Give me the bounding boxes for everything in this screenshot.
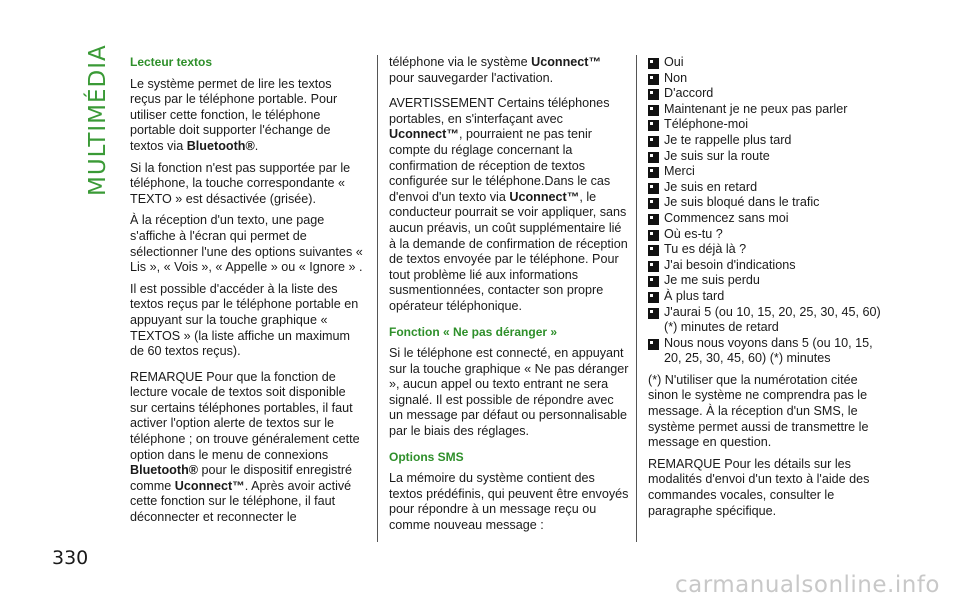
- paragraph: téléphone via le système Uconnect™ pour sauvegarder l'activation.: [389, 55, 602, 85]
- sms-option-item: [648, 211, 884, 227]
- paragraph: Si le téléphone est connecté, en appuyant sur la touche graphique « Ne pas déranger », aucun appel ou texto entrant ne sera signalé. Il est possible de répondre avec un message par défaut ou personnalisable par le biais des réglages.: [389, 346, 629, 439]
- sms-option-label: J'aurai 5 (ou 10, 15, 20, 25, 30, 45, 60) (*) minutes de retard: [664, 304, 881, 335]
- checkbox-icon: [648, 214, 659, 225]
- sms-option-item: [648, 227, 884, 243]
- sms-option-item: [648, 164, 884, 180]
- checkbox-icon: [648, 245, 659, 256]
- checkbox-icon: [648, 339, 659, 350]
- sms-option-label: Tu es déjà là ?: [664, 242, 747, 257]
- sms-option-label: Merci: [664, 164, 695, 179]
- checkbox-icon: [648, 136, 659, 147]
- checkbox-icon: [648, 261, 659, 272]
- checkbox-icon: [648, 198, 659, 209]
- sms-option-label: J'ai besoin d'indications: [664, 257, 796, 272]
- paragraph: Il est possible d'accéder à la liste des textos reçus par le téléphone portable en appuyant sur la touche graphique « TEXTOS » (la liste affiche un maximum de 60 textos reçus).: [130, 281, 359, 359]
- sms-option-item: [648, 336, 884, 367]
- paragraph: À la réception d'un texto, une page s'affiche à l'écran qui permet de sélectionner l'une des options suivantes « Lis », « Vois », « Appelle » ou « Ignore » .: [130, 213, 363, 275]
- warning-paragraph: AVERTISSEMENT Certains téléphones portables, en s'interfaçant avec Uconnect™, pourraient ne pas tenir compte du réglage concernant la confirmation de réception de textos configurée sur le téléphone.Dans le cas d'envoi d'un texto via Uconnect™, le conducteur pourrait se voir appliquer, sans aucun préavis, un coût supplémentaire lié à la demande de confirmation de réception de textos envoyée par le téléphone. Pour tout problème lié aux informations susmentionnées, contacter son propre opérateur téléphonique.: [389, 96, 628, 313]
- sms-option-label: D'accord: [664, 86, 714, 101]
- sms-option-item: [648, 102, 884, 118]
- checkbox-icon: [648, 105, 659, 116]
- column-2: [389, 55, 629, 540]
- sms-option-item: [648, 71, 884, 87]
- heading-lecteur-textos: Lecteur textos: [130, 55, 213, 69]
- checkbox-icon: [648, 120, 659, 131]
- sms-option-item: [648, 305, 884, 336]
- column-divider: [636, 55, 637, 542]
- sms-option-label: Je suis en retard: [664, 179, 758, 194]
- sms-option-item: [648, 149, 884, 165]
- sms-option-item: [648, 117, 884, 133]
- sms-option-item: [648, 86, 884, 102]
- sms-option-item: [648, 195, 884, 211]
- heading-ne-pas-deranger: Fonction « Ne pas déranger »: [389, 324, 558, 339]
- sms-option-item: [648, 133, 884, 149]
- sms-option-label: Téléphone-moi: [664, 117, 749, 132]
- checkbox-icon: [648, 152, 659, 163]
- sms-option-item: [648, 289, 884, 305]
- sms-option-label: Je me suis perdu: [664, 273, 760, 288]
- paragraph: Le système permet de lire les textos reçus par le téléphone portable. Pour utiliser cette fonction, le téléphone portable doit supporter l'échange de textos via Bluetooth®.: [130, 76, 338, 153]
- checkbox-icon: [648, 58, 659, 69]
- note-paragraph: (*) N'utiliser que la numérotation citée sinon le système ne comprendra pas le message. À la réception d'un SMS, le système permet aussi de transmettre le message en question.: [648, 372, 869, 450]
- sms-option-item: [648, 273, 884, 289]
- sms-option-label: Oui: [664, 55, 684, 69]
- checkbox-icon: [648, 74, 659, 85]
- paragraph: Si la fonction n'est pas supportée par le téléphone, la touche correspondante « TEXTO » est désactivée (grisée).: [130, 160, 351, 206]
- sms-option-label: À plus tard: [664, 288, 725, 303]
- column-1: [130, 55, 364, 532]
- page-number: 330: [52, 547, 89, 569]
- sms-option-label: Je suis bloqué dans le trafic: [664, 195, 820, 210]
- column-3: [648, 55, 884, 525]
- sms-option-label: Nous nous voyons dans 5 (ou 10, 15, 20, 25, 30, 45, 60) (*) minutes: [664, 335, 873, 366]
- sms-option-label: Où es-tu ?: [664, 226, 723, 241]
- section-title: MULTIMÉDIA: [85, 44, 111, 196]
- sms-options-list: [648, 55, 884, 367]
- checkbox-icon: [648, 276, 659, 287]
- checkbox-icon: [648, 230, 659, 241]
- sms-option-label: Je te rappelle plus tard: [664, 132, 792, 147]
- heading-options-sms: Options SMS: [389, 449, 464, 464]
- watermark: carmanualsonline.info: [674, 572, 940, 598]
- sms-option-label: Commencez sans moi: [664, 210, 789, 225]
- remark-paragraph: REMARQUE Pour les détails sur les modalités d'envoi d'un texto à l'aide des commandes vocales, consulter le paragraphe spécifique.: [648, 456, 870, 518]
- checkbox-icon: [648, 183, 659, 194]
- remark-paragraph: REMARQUE Pour que la fonction de lecture vocale de textos soit disponible sur certains téléphones portables, il faut activer l'option alerte de textos sur le téléphone ; on trouve généralement cette option dans le menu de connexions Bluetooth® pour le dispositif enregistré comme Uconnect™. Après avoir activé cette fonction sur le téléphone, il faut déconnecter et reconnecter le: [130, 369, 360, 525]
- paragraph: La mémoire du système contient des textos prédéfinis, qui peuvent être envoyés pour répondre à un message reçu ou comme nouveau message :: [389, 471, 629, 533]
- sms-option-item: [648, 180, 884, 196]
- sms-option-label: Non: [664, 70, 688, 85]
- checkbox-icon: [648, 292, 659, 303]
- sms-option-label: Maintenant je ne peux pas parler: [664, 101, 848, 116]
- checkbox-icon: [648, 89, 659, 100]
- checkbox-icon: [648, 167, 659, 178]
- checkbox-icon: [648, 308, 659, 319]
- sms-option-label: Je suis sur la route: [664, 148, 770, 163]
- column-divider: [377, 55, 378, 542]
- sms-option-item: [648, 55, 884, 71]
- sms-option-item: [648, 242, 884, 258]
- sms-option-item: [648, 258, 884, 274]
